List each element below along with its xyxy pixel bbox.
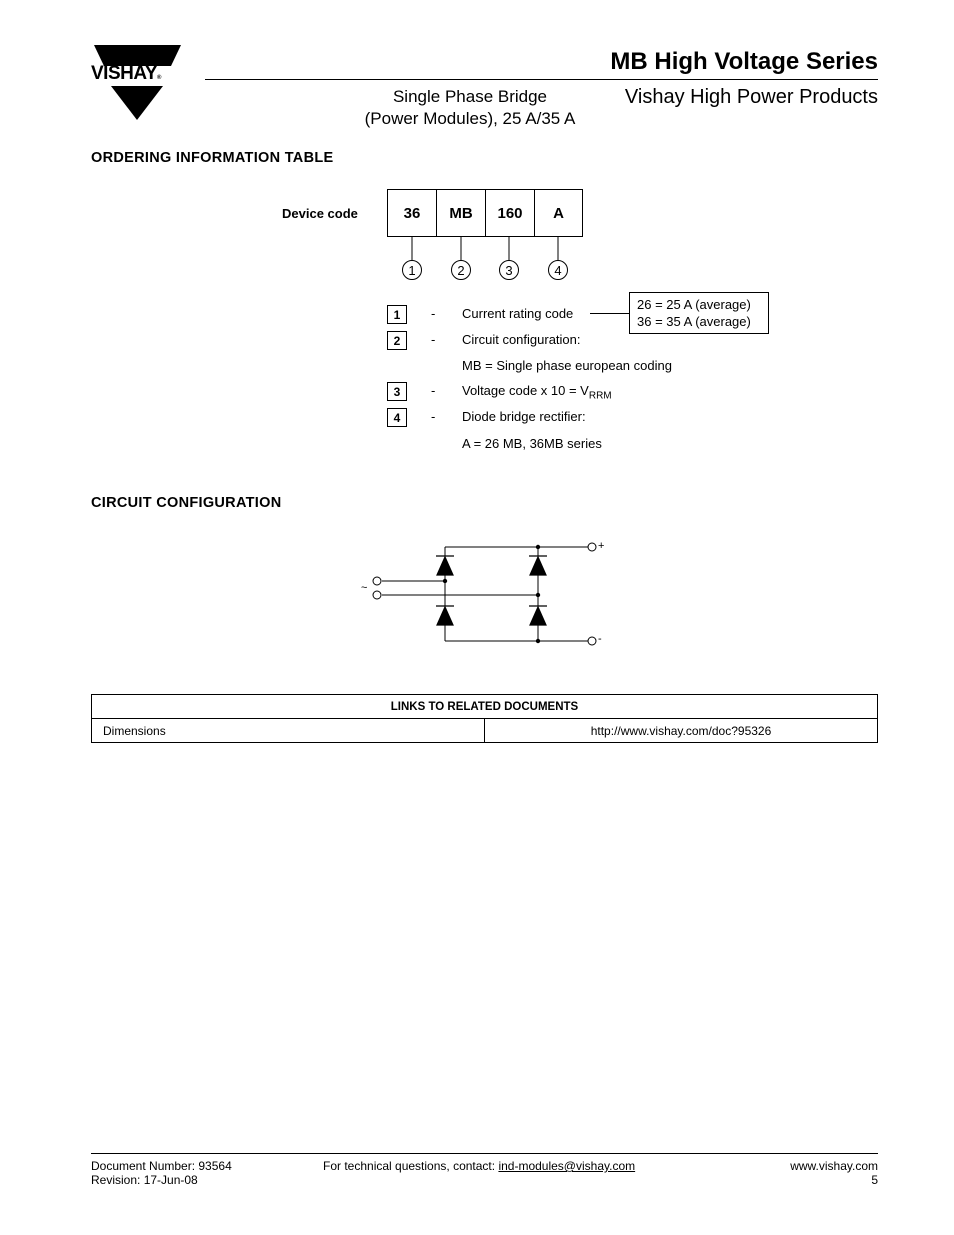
legend-dash-4: - [431, 409, 436, 424]
code-circle-1: 1 [402, 260, 422, 280]
legend-dash-2: - [431, 332, 436, 347]
link-name-cell: Dimensions [92, 719, 485, 743]
link-url-cell[interactable]: http://www.vishay.com/doc?95326 [485, 719, 878, 743]
footer-website[interactable]: www.vishay.com [790, 1159, 878, 1173]
code-circle-3: 3 [499, 260, 519, 280]
header-divider [205, 79, 878, 80]
table-row [92, 719, 878, 743]
footer-contact [323, 1159, 635, 1173]
legend-number-3: 3 [387, 382, 407, 401]
legend-text-4: Diode bridge rectifier: [462, 409, 586, 424]
circuit-heading: CIRCUIT CONFIGURATION [91, 495, 282, 511]
legend-text-2b: MB = Single phase european coding [462, 358, 672, 373]
code-box-4: A [534, 189, 583, 237]
diode-icon [530, 607, 546, 625]
vishay-logo [88, 44, 184, 122]
ordering-heading: ORDERING INFORMATION TABLE [91, 150, 334, 166]
division-name: Vishay High Power Products [624, 86, 878, 108]
rating-code-box [629, 292, 769, 334]
code-circle-2: 2 [451, 260, 471, 280]
legend-number-2: 2 [387, 331, 407, 350]
footer-contact-prefix: For technical questions, contact: [323, 1159, 499, 1173]
legend-text-3-main: Voltage code x 10 = V [462, 383, 589, 398]
footer-doc-info [91, 1159, 232, 1187]
footer-divider [91, 1153, 878, 1154]
legend-number-1: 1 [387, 305, 407, 324]
ac-terminal-label: ~ [361, 582, 368, 594]
product-subtitle [340, 86, 600, 130]
legend-text-2: Circuit configuration: [462, 332, 581, 347]
logo-wordmark: VISHAY [91, 63, 157, 84]
footer-contact-email[interactable]: ind-modules@vishay.com [498, 1159, 636, 1173]
code-box-2: MB [436, 189, 486, 237]
footer-revision: Revision: 17-Jun-08 [91, 1173, 198, 1187]
code-box-1: 36 [387, 189, 437, 237]
device-code-label: Device code [282, 206, 358, 221]
links-table-header: LINKS TO RELATED DOCUMENTS [92, 695, 878, 719]
logo-registered: ® [157, 75, 161, 81]
plus-terminal-label: + [598, 540, 605, 552]
minus-terminal-label: - [598, 633, 602, 645]
rating-code-line2: 36 = 35 A (average) [637, 314, 751, 329]
rating-code-line1: 26 = 25 A (average) [637, 297, 751, 312]
footer-doc-number: Document Number: 93564 [91, 1159, 232, 1173]
diode-icon [530, 557, 546, 575]
code-circle-4: 4 [548, 260, 568, 280]
page-number: 5 [871, 1173, 878, 1187]
legend-text-4b: A = 26 MB, 36MB series [462, 436, 602, 451]
legend-text-3 [462, 383, 612, 402]
legend-dash-1: - [431, 306, 436, 321]
code-connector-lines [380, 236, 590, 262]
legend-dash-3: - [431, 383, 436, 398]
legend-text-1: Current rating code [462, 306, 574, 321]
bridge-rectifier-schematic [355, 535, 615, 650]
footer-right [790, 1159, 878, 1187]
page-title: MB High Voltage Series [610, 48, 878, 75]
rating-connector-line [590, 313, 629, 314]
product-subtitle-line2: (Power Modules), 25 A/35 A [364, 109, 576, 128]
code-box-3: 160 [485, 189, 535, 237]
related-documents-table [91, 694, 878, 743]
legend-number-4: 4 [387, 408, 407, 427]
legend-text-3-sub: RRM [588, 390, 612, 402]
diode-icon [437, 557, 453, 575]
product-subtitle-line1: Single Phase Bridge [392, 87, 548, 106]
diode-icon [437, 607, 453, 625]
